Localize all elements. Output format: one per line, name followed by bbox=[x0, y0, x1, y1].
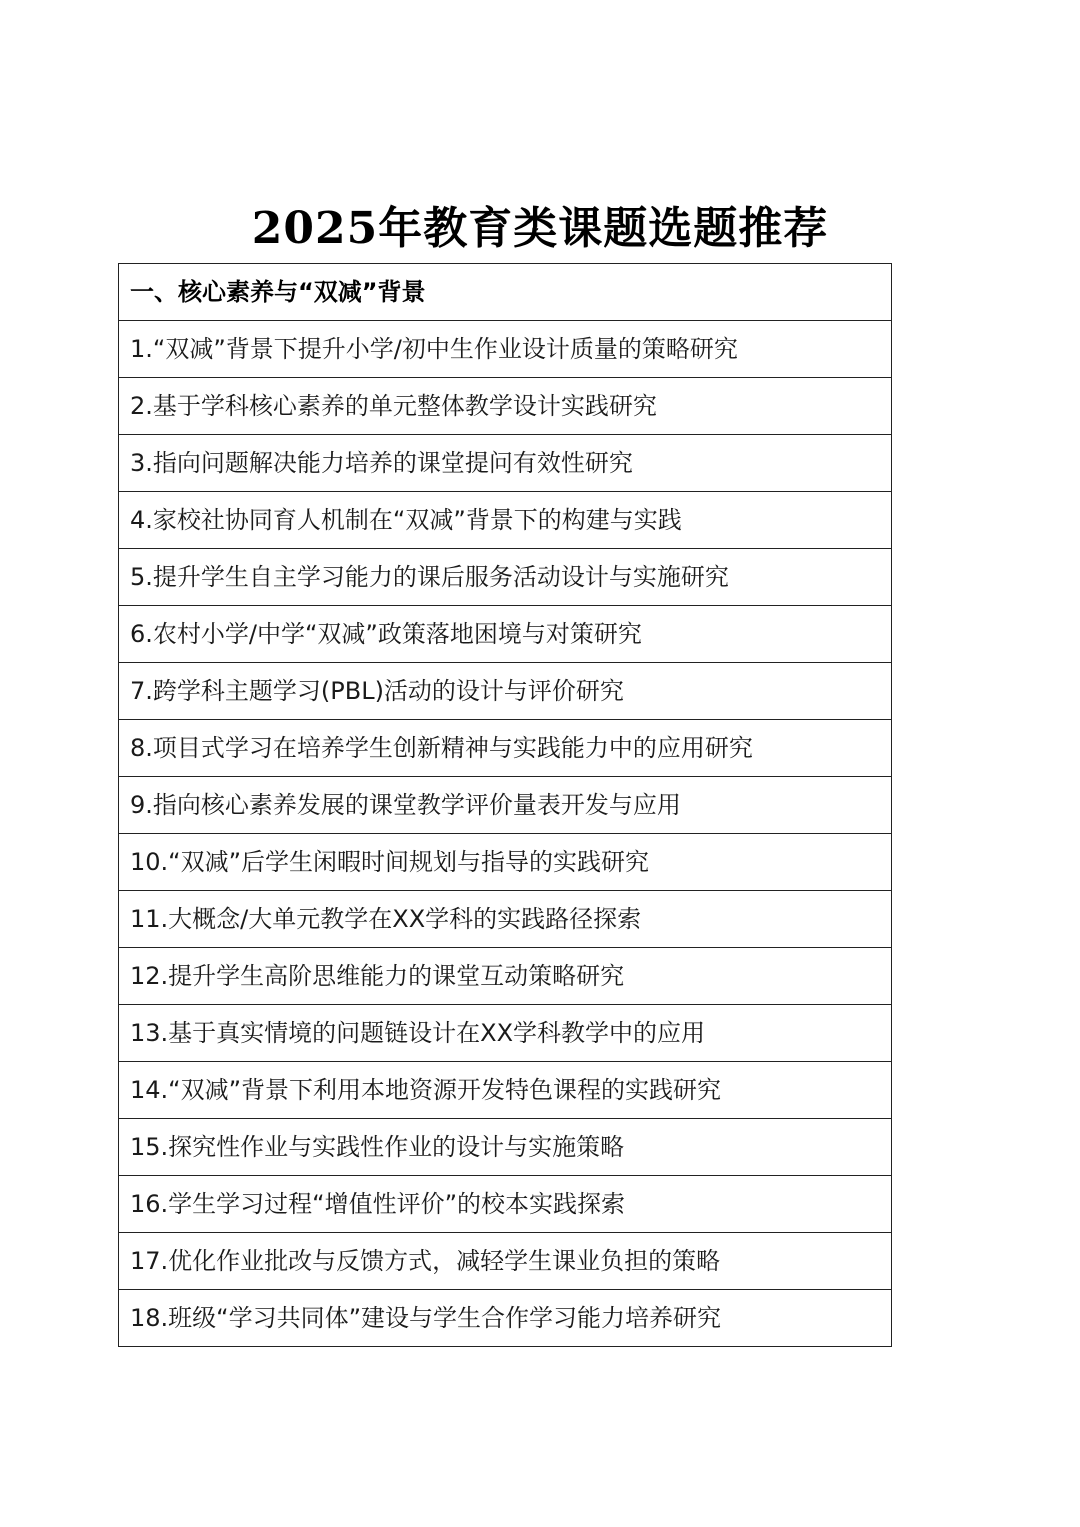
topic-item: 17.优化作业批改与反馈方式，减轻学生课业负担的策略 bbox=[119, 1233, 892, 1290]
table-row bbox=[119, 891, 892, 948]
table-row bbox=[119, 1233, 892, 1290]
topic-item: 11.大概念/大单元教学在XX学科的实践路径探索 bbox=[119, 891, 892, 948]
topic-item: 16.学生学习过程“增值性评价”的校本实践探索 bbox=[119, 1176, 892, 1233]
topic-item: 7.跨学科主题学习(PBL)活动的设计与评价研究 bbox=[119, 663, 892, 720]
table-row bbox=[119, 378, 892, 435]
topic-item: 10.“双减”后学生闲暇时间规划与指导的实践研究 bbox=[119, 834, 892, 891]
table-row bbox=[119, 834, 892, 891]
topic-item: 4.家校社协同育人机制在“双减”背景下的构建与实践 bbox=[119, 492, 892, 549]
topic-item: 5.提升学生自主学习能力的课后服务活动设计与实施研究 bbox=[119, 549, 892, 606]
table-row bbox=[119, 1290, 892, 1347]
topic-item: 13.基于真实情境的问题链设计在XX学科教学中的应用 bbox=[119, 1005, 892, 1062]
table-row bbox=[119, 720, 892, 777]
table-row bbox=[119, 1062, 892, 1119]
page-title: 2025年教育类课题选题推荐 bbox=[251, 203, 829, 255]
table-row bbox=[119, 492, 892, 549]
topic-item: 9.指向核心素养发展的课堂教学评价量表开发与应用 bbox=[119, 777, 892, 834]
topic-item: 18.班级“学习共同体”建设与学生合作学习能力培养研究 bbox=[119, 1290, 892, 1347]
topic-item: 2.基于学科核心素养的单元整体教学设计实践研究 bbox=[119, 378, 892, 435]
section-heading-row bbox=[119, 264, 892, 321]
table-row bbox=[119, 549, 892, 606]
table-row bbox=[119, 1176, 892, 1233]
topic-item: 1.“双减”背景下提升小学/初中生作业设计质量的策略研究 bbox=[119, 321, 892, 378]
topic-item: 15.探究性作业与实践性作业的设计与实施策略 bbox=[119, 1119, 892, 1176]
topic-table bbox=[118, 263, 892, 1347]
table-row bbox=[119, 663, 892, 720]
topic-item: 6.农村小学/中学“双减”政策落地困境与对策研究 bbox=[119, 606, 892, 663]
table-row bbox=[119, 777, 892, 834]
topic-item: 8.项目式学习在培养学生创新精神与实践能力中的应用研究 bbox=[119, 720, 892, 777]
table-row bbox=[119, 948, 892, 1005]
section-heading: 一、核心素养与“双减”背景 bbox=[119, 264, 892, 321]
topic-item: 14.“双减”背景下利用本地资源开发特色课程的实践研究 bbox=[119, 1062, 892, 1119]
table-row bbox=[119, 321, 892, 378]
topic-item: 12.提升学生高阶思维能力的课堂互动策略研究 bbox=[119, 948, 892, 1005]
table-row bbox=[119, 1119, 892, 1176]
table-row bbox=[119, 606, 892, 663]
topic-item: 3.指向问题解决能力培养的课堂提问有效性研究 bbox=[119, 435, 892, 492]
table-row bbox=[119, 435, 892, 492]
table-row bbox=[119, 1005, 892, 1062]
